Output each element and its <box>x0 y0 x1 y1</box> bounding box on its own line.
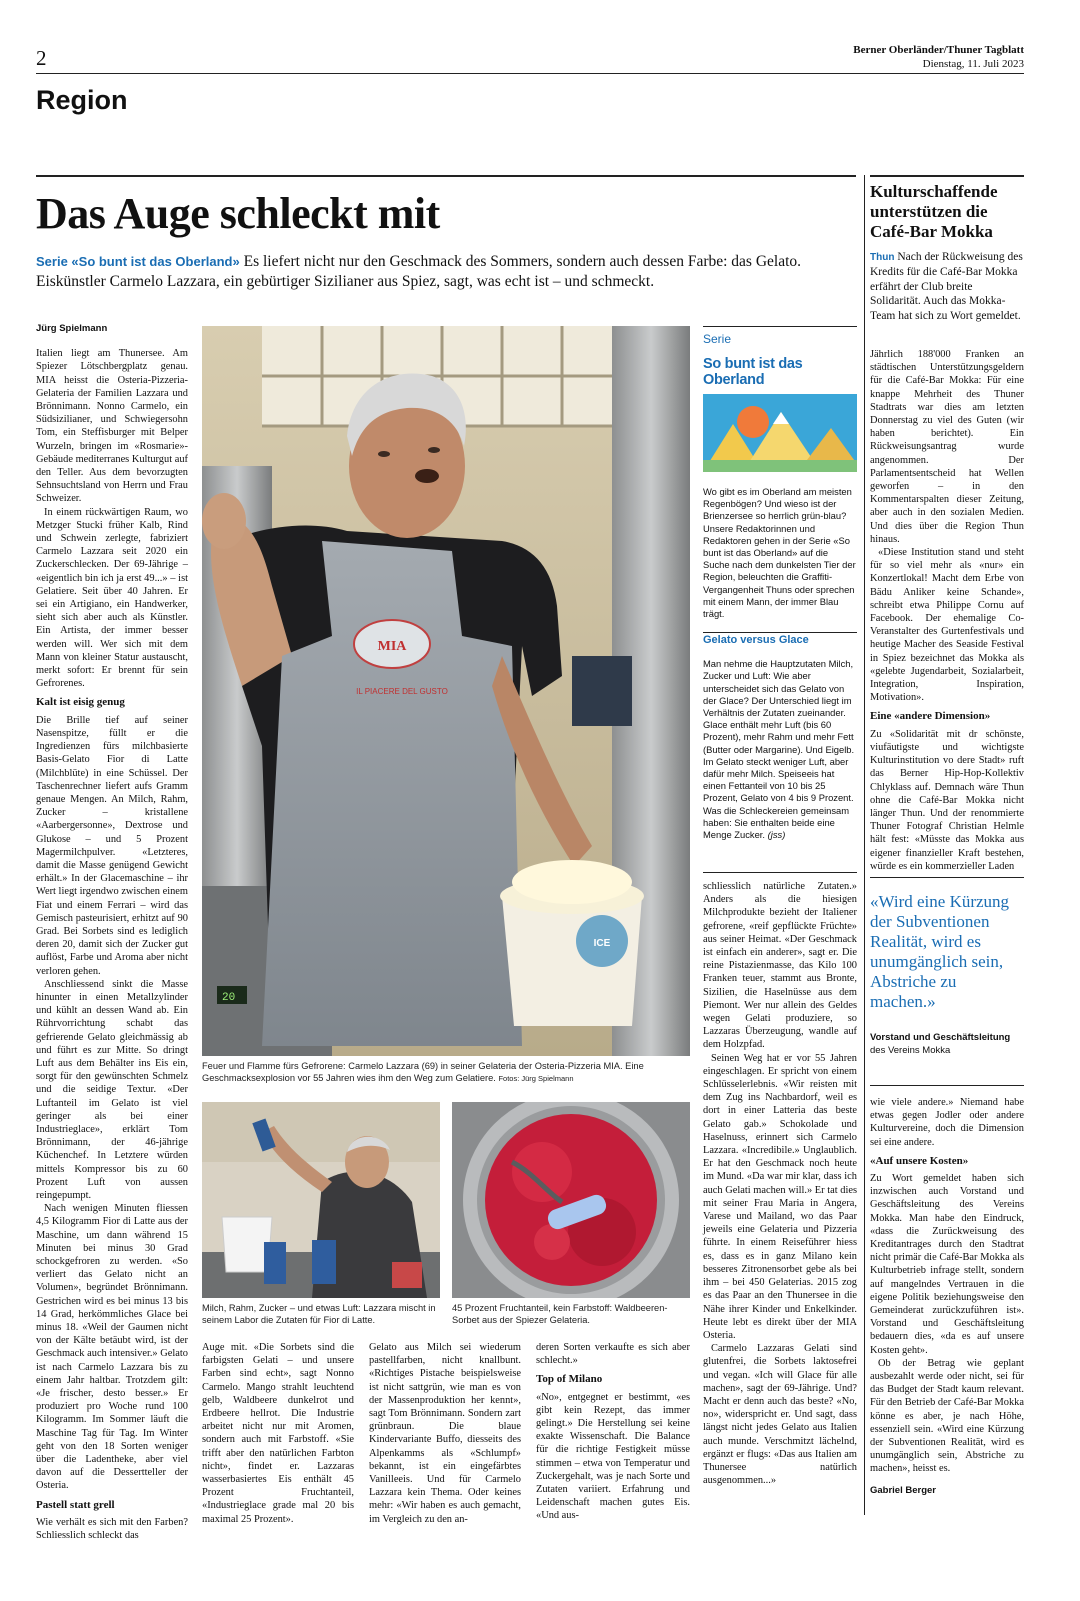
paragraph: deren Sorten verkaufte es sich aber schlecht.» <box>536 1342 690 1367</box>
kicker: Serie «So bunt ist das Oberland» <box>36 254 240 269</box>
lead <box>36 252 854 292</box>
sidebar-divider <box>864 175 865 1515</box>
subheading: «Auf unsere Kosten» <box>870 1154 969 1167</box>
subheading: Pastell statt grell <box>36 1498 115 1511</box>
quote-source <box>870 1032 1024 1057</box>
article-top-rule <box>36 175 856 177</box>
paragraph: «No», entgegnet er bestimmt, «es gibt kein Rezept, das immer gelingt.» Die Herstellung sei keine exakte Wissenschaft. Die Balance für die richtige Festigkeit müsse stimmen – etwa von Temperatur und Zuckergehalt, was je nach Sorte und Zutaten variiert. Erfahrung und Leidenschaft machen gutes Eis. «Und aus- <box>536 1391 690 1522</box>
paragraph: Wie verhält es sich mit den Farben? Schliesslich schleckt das <box>36 1516 188 1542</box>
series-box <box>703 326 857 841</box>
quote-source-name: Vorstand und Geschäftsleitung <box>870 1032 1011 1043</box>
sidebar-headline: Kulturschaffende unterstützen die Café-Bar Mokka <box>870 182 998 241</box>
page-number: 2 <box>36 46 47 70</box>
series-intro: Wo gibt es im Oberland am meisten Regenbögen? Und wieso ist der Brienzersee so herrlich grün-blau? Unsere Redaktorinnen und Redaktoren gehen in der Serie «So bunt ist das Oberland» auf die Suche nach dem dunkelsten Tier der Region, beleuchten die Graffiti-Vergangenheit Thuns oder sprechen mit einem Mann, der immer Blau trägt. <box>703 486 856 620</box>
subheading: Top of Milano <box>536 1373 603 1386</box>
series-top-rule <box>703 326 857 327</box>
svg-text:20: 20 <box>222 992 236 1004</box>
subheading: Eine «andere Dimension» <box>870 710 991 723</box>
paragraph: Anschliessend sinkt die Masse hinunter in einen Metallzylinder und kühlt an dessen Wand ab. Ein Rührvorrichtung schabt das gefrierende Gelato gleichmässig ab und führt es zur Mitte. So dringt Luft aus dem Behälter ins Eis ein, sorgt für den gewünschten Schmelz und die seidige Textur. «Der Luftanteil im Gelato ist viel geringer als bei einer Industrieglace», erklärt Tom Brönnimann, der 46-jährige Küchenchef. In Letztere würden mittels Kompressor bis zu 60 Prozent Luft von aussen reingepumpt. <box>36 978 188 1201</box>
series-mid-rule <box>703 632 857 633</box>
paragraph: Nach wenigen Minuten fliessen 4,5 Kilogramm Fior di Latte aus der Maschine, um dann während 15 Minuten bei minus 30 Grad schockgefroren zu werden. «So verliert das Gelato nicht an Volumen», begründet Brönnimann. Gestrichen wird es bei minus 13 bis 14 Grad, herkömmliches Glace bei minus 18. «Weil der Gaumen nicht von der Kälte betäubt wird, ist der Geschmack auch intensiver.» Gelato ist nach Carmelo Lazzara bis zu einem Jahr haltbar. Trotzdem gilt: «Je frischer, desto besser.» Er produziert pro Woche rund 100 Kilogramm. Im Sommer läuft die Maschine Tag für Tag. Im Winter geht von den 18 Sorten weniger über die Ladentheke, aber viel davon auf die Dessertteller der Osteria. <box>36 1203 188 1492</box>
series-title: So bunt ist das Oberland <box>703 356 803 388</box>
quote-source-org: des Vereins Mokka <box>870 1044 951 1056</box>
section-title: Region <box>36 85 128 115</box>
small-photo-mixing <box>202 1102 440 1298</box>
small-photo-sorbet-caption: 45 Prozent Fruchtanteil, kein Farbstoff: Waldbeeren-Sorbet aus der Spiezer Gelateria. <box>452 1303 668 1325</box>
photo-credit: Fotos: Jürg Spielmann <box>498 1074 574 1083</box>
sidebar-author: Gabriel Berger <box>870 1484 936 1496</box>
header-rule <box>36 73 1024 74</box>
paragraph: Carmelo Lazzaras Gelati sind glutenfrei, die Sorbets laktosefrei und vegan. «Ich will Glace für alle machen», sagt der 69-Jährige. Und? Macht er denn auch das beste? «No, no», widerspricht er. Und sagt, dass längst nicht jedes Gelato aus Italien auch munde. Verschmitzt lächelnd, ergänzt er flugs: «Das aus Italien am Thunersee natürlich ausgenommen...» <box>703 1343 857 1487</box>
sidebar-dateline: Thun <box>870 252 895 263</box>
paragraph: Zu «Solidarität mit dr schönste, viufäutigste und wichtigste Kulturinstitution vo dere Stadt» ruft das Berner Hip-Hop-Kollektiv Chlyklass auf. Demnach wäre Thun ohne die Café-Bar Mokka nicht länger Thun. Und der renommierte Thuner Fotograf Christian Helmle hält fest: «Müsste das Mokka aus eigener finanzieller Kraft bestehen, würde es ein kommerzieller Laden <box>870 728 1024 872</box>
apron-slogan: IL PIACERE DEL GUSTO <box>356 687 448 696</box>
series-text-body: Man nehme die Hauptzutaten Milch, Zucker und Luft: Wie aber unterscheidet sich das Gelato von der Glace? Der Unterschied liegt im Verhältnis der Zutaten zueinander. Glace enthält mehr Luft (bis 60 Prozent), mehr Rahm und mehr Fett (Butter oder Margarine). Und Eigelb. Im Gelato steckt weniger Luft, aber dafür mehr Milch. Speiseeis hat einen Fettanteil von 10 bis 25 Prozent, Gelato von 4 bis 9 Prozent. Was die Schleckereien gemeinsam haben: Sie enthalten beide eine Menge Zucker. <box>703 658 855 841</box>
paragraph: Ob der Betrag wie geplant ausbezahlt werde oder nicht, sei für das Budget der Stadt kaum relevant. Für den Betrieb der Café-Bar Mokka könne es aber, je nach Höhe, essenziell sein. «Wird eine Kürzung der Subventionen Realität, wird es unumgänglich sein, Abstriche zu machen», heisst es. <box>870 1357 1024 1475</box>
sorbet-illustration <box>452 1102 690 1298</box>
svg-text:ICE: ICE <box>593 938 611 949</box>
article-col-4 <box>536 1341 690 1523</box>
article-col-3 <box>369 1341 521 1526</box>
paragraph: In einem rückwärtigen Raum, wo Metzger Stucki früher Kalb, Rind und Schwein zerlegte, fabriziert Carmelo Lazzara seit 2020 ein Zuckerschlecken. Der 69-Jährige – «eigentlich bin ich ja erst 49...» – ist Gelatiere. Seit über 40 Jahren. Er sei ein Artigiano, ein Handwerker, sieht sich aber auch als Künstler. Ein Artista, der immer besser werden will. Wer sich mit dem Mann von kleiner Statur austauscht, merkt sofort: Er brennt für sein Gefrorenes. <box>36 506 188 690</box>
small-photo-sorbet <box>452 1102 690 1298</box>
lead-text: Es liefert nicht nur den Geschmack des Sommers, sondern auch dessen Farbe: das Gelato. Eiskünstler Carmelo Lazzara, ein gebürtiger Sizilianer aus Spiez, sagt, was echt ist – und schmeckt. <box>36 253 802 290</box>
sidebar-top-rule <box>870 175 1024 177</box>
sidebar-lead-text: Nach der Rückweisung des Kredits für die Café-Bar Mokka erfährt der Club breite Solidarität. Auch das Mokka-Team hat sich zu Wort gemeldet. <box>870 251 1023 322</box>
paragraph: wie viele andere.» Niemand habe etwas gegen Jodler oder andere Kulturvereine, doch die Dimension sei eine andere. <box>870 1097 1024 1148</box>
sidebar-body-2 <box>870 1096 1024 1497</box>
series-mountain-graphic <box>703 394 857 472</box>
article-col-1 <box>36 322 188 1542</box>
series-bottom-rule <box>703 872 857 873</box>
caption-text: Feuer und Flamme fürs Gefrorene: Carmelo Lazzara (69) in seiner Gelateria der Osteria-Pizzeria MIA. Eine Geschmacksexplosion vor 55 Jahren wies ihm den Weg zum Gelatiere. <box>202 1061 644 1083</box>
article-col-2 <box>202 1341 354 1526</box>
article-col-5 <box>703 880 857 1487</box>
paragraph: Zu Wort gemeldet haben sich inzwischen auch Vorstand und Geschäftsleitung des Vereins Mokka. Man habe den Eindruck, «dass die Zurückweisung des Kreditantrages durch den Stadtrat nicht primär die Café-Bar Mokka als Kulturbetrieb infrage stellt, sondern auf mangelndes Vertrauen in die eigene Politik beziehungsweise den Gemeinderat zurückzuführen ist». Vorstand und Geschäftsleitung bedauern dies, «da es auf unsere Kosten geht». <box>870 1173 1024 1356</box>
paragraph: Die Brille tief auf seiner Nasenspitze, füllt er die Ingredienzen fürs milchbasierte Basis-Gelato Fior di Latte (Milchblüte) in eine Schüssel. Der Taschenrechner liefert aufs Gramm genaue Mengen. An Milch, Rahm, Zucker – kristallene «Aarbergersonne», Dextrose und Glukose – und 5 Prozent Magermilchpulver. «Letzteres, damit die Masse genügend Gewicht erhält.» In der Glacemaschine – ihr Wert liegt irgendwo zwischen einem Fiat und einem Ferrari – wird das Gemisch pasteurisiert, erhitzt auf 90 Grad. Bei Sorbets sind es lediglich deren 20, damit sich der Zucker gut auflöst, Farbe und Aroma aber nicht verloren gehen. <box>36 714 188 977</box>
paragraph: «Diese Institution stand und steht für so viel mehr als «nur» ein Konzertlokal! Macht dem Erbe von Bädu Anliker keine Schande», schreibt etwa Philippe Cornu auf Facebook. Der ehemalige Co-Veranstalter des Gurtenfestivals und heutige Macher des Seaside Festival in Spiez bezeichnet das Mokka als «gelebte Jugendarbeit, Sozialarbeit, Integration, Inspiration, Motivation». <box>870 547 1024 704</box>
main-photo-caption <box>202 1060 690 1085</box>
issue-date: Dienstag, 11. Juli 2023 <box>922 58 1024 70</box>
quote-top-rule <box>870 877 1024 878</box>
gelatiere-illustration <box>202 326 690 1056</box>
author: Jürg Spielmann <box>36 323 108 334</box>
series-signature: (jss) <box>767 829 786 841</box>
series-text <box>703 658 857 841</box>
sidebar-lead <box>870 250 1024 323</box>
paragraph: Jährlich 188'000 Franken an städtischen Unterstützungsgeldern für die Café-Bar Mokka: Für eine knappe Mehrheit des Thuner Stadtrats war dies am letzten Donnerstag zu viel des Guten (wir haben berichtet). Ein Rückweisungsantrag wurde angenommen. Der Parlamentsentscheid hat Wellen geworfen – in den Kommentarspalten dieser Zeitung, aber auch in den sozialen Medien. Und dies über die Region Thun hinaus. <box>870 349 1024 545</box>
mixing-illustration <box>202 1102 440 1298</box>
paragraph: Italien liegt am Thunersee. Am Spiezer Lötschbergplatz genau. MIA heisst die Osteria-Pizzeria-Gelateria der Familien Lazzara und Brönnimann. Nonno Carmelo, ein Südsizilianer, und Schwiegersohn Tom, ein Steffisburger mit Belper Wurzeln, bringen im «Rosmarie»-Gebäude mediterranes Kulturgut auf den Teller. Aus dem bevorzugten Sehnsuchtsland von Herrn und Frau Schweizer. <box>36 348 188 505</box>
subheading: Kalt ist eisig genug <box>36 696 125 709</box>
series-subheading: Gelato versus Glace <box>703 634 809 647</box>
headline: Das Auge schleckt mit <box>36 189 440 238</box>
series-label: Serie <box>703 332 732 346</box>
paragraph: Gelato aus Milch sei wiederum pastellfarben, nicht knallbunt. «Richtiges Pistache beispielsweise ist nicht sattgrün, wie man es von der Massenproduktion her kennt», sagt Tom Brönnimann. Sondern zart grünbraun. Die blaue Kindervariante Buffo, diesseits des Alpenkamms als «Schlumpf» bekannt, ist ein eingefärbtes Vanilleeis. Und für Carmelo Lazzara kein Thema. Oder keines mehr: «Wir haben es auch gemacht, im Vergleich zu den an- <box>369 1342 521 1525</box>
apron-logo-text: MIA <box>377 639 407 654</box>
sidebar-body-1 <box>870 348 1024 873</box>
paragraph: Auge mit. «Die Sorbets sind die farbigsten Gelati – und unsere Farben sind echt», sagt Nonno Carmelo. Mango strahlt leuchtend gelb, Waldbeere dunkelrot und Erdbeere hellrot. Die Industrie arbeitet nicht nur mit Aromen, sondern auch mit Farbstoff. «Sie trifft aber den natürlichen Farbton nicht», findet er. Lazzaras wasserbasiertes Eis enthält 45 Prozent Fruchtanteil, «Industrieglace grade mal 20 bis maximal 25 Prozent». <box>202 1342 354 1525</box>
paragraph: schliesslich natürliche Zutaten.» Anders als die hiesigen Milchprodukte bezieht der Italiener gefrorene, «reif gepflückte Früchte» aus seiner Heimat. «Der Geschmack ist einfach ein anderer», sagt er. Die reine Pistazienmasse, das Kilo 100 Franken teuer, stammt aus Bronte, Sizilien, die Haselnüsse aus dem Piemont. Wer nur allein des Geldes wegen Gelati produziere, so Lazzaras Überzeugung, wandle auf dem Holzpfad. <box>703 881 857 1051</box>
paragraph: Seinen Weg hat er vor 55 Jahren eingeschlagen. Er spricht von einem Schlüsselerlebnis. «Wir reisten mit dem Zug ins Nachbardorf, weil es dort in einer Latteria das beste Gelato gab.» Schokolade und Haselnuss, erinnert sich Carmelo Lazzara. «Incredibile.» Unglaublich. Er hat den Geschmack noch heute im Mund. «Da war mir klar, dass ich auch Gelati machen will.» Er tat dies mit seiner Frau Maria in Angera, Varese und Mailand, wo das Paar jeweils eine Gelateria und Pizzeria führte. In einem Reiseführer hiess es, dass es in ganz Milano kein besseres Zitronensorbet gebe als bei ihm – bei 450 Gelaterias. 2015 zog es das Paar an den Thunersee in die Nähe ihrer Kinder und Enkelkinder. Heute lebt es direkt über der MIA Osteria. <box>703 1052 857 1341</box>
main-photo <box>202 326 690 1056</box>
quote-bottom-rule <box>870 1085 1024 1086</box>
small-photo-mixing-caption: Milch, Rahm, Zucker – und etwas Luft: Lazzara mischt in seinem Labor die Zutaten für Fior di Latte. <box>202 1303 436 1325</box>
pull-quote: «Wird eine Kürzung der Subventionen Realität, wird es unumgänglich sein, Abstriche zu machen.» <box>870 892 1010 1011</box>
publication-name: Berner Oberländer/Thuner Tagblatt <box>853 44 1024 56</box>
